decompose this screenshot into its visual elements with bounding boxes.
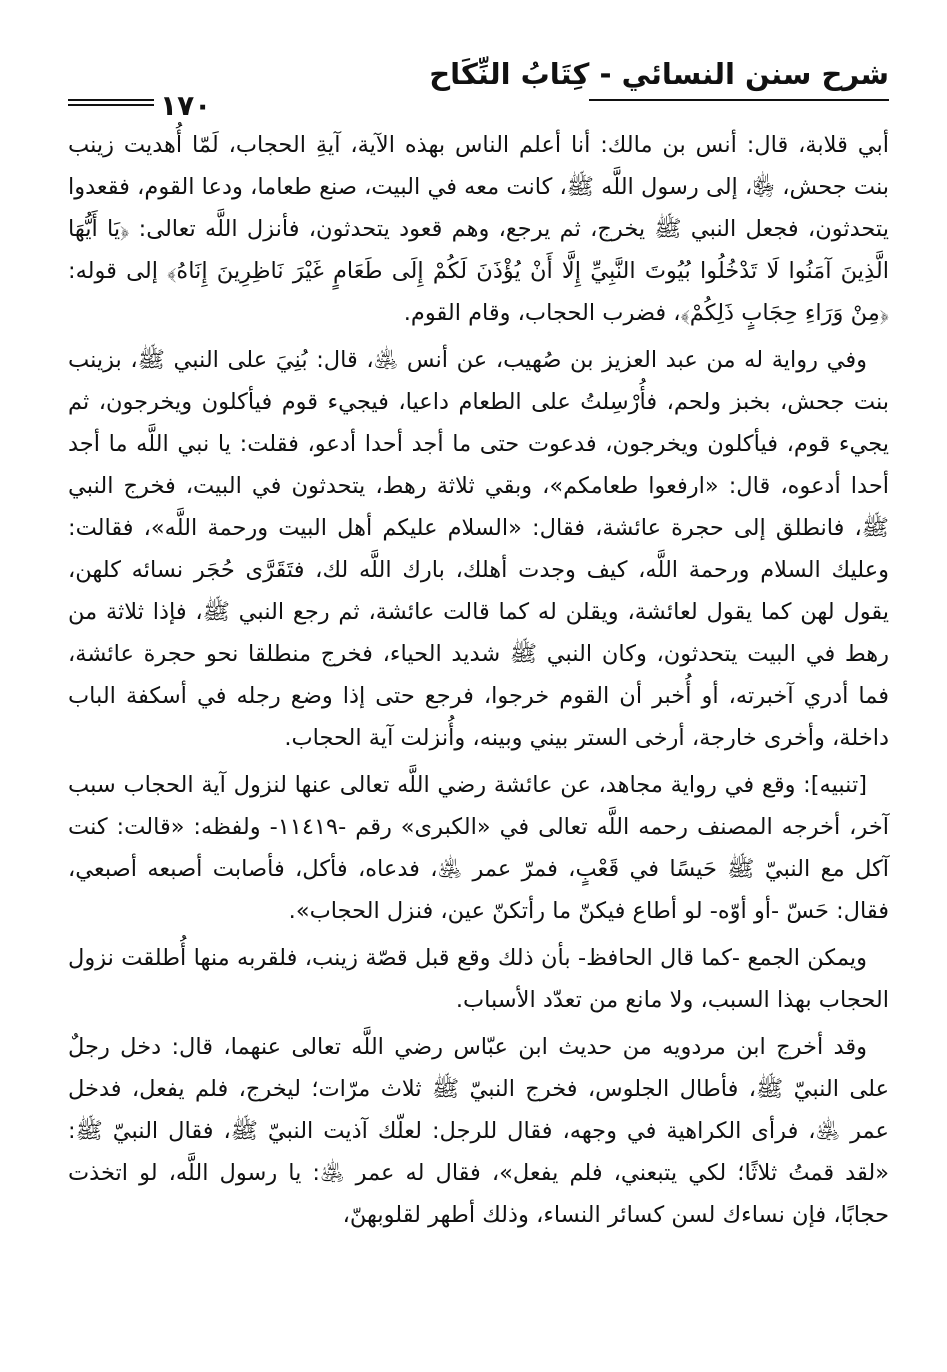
paragraph-5: وقد أخرج ابن مردويه من حديث ابن عبّاس رضي اللَّه تعالى عنهما، قال: دخل رجلٌ على النبيّ ﷺ، فأطال الجلوس، فخرج النبيّ ﷺ ثلاث مرّات؛ ليخرج، فلم يفعل، فدخل عمر ﵁، فرأى الكراهية في وجهه، فقال للرجل: لعلّك آذيت النبيّ ﷺ، فقال النبيّ ﷺ: «لقد قمتُ ثلاثًا؛ لكي يتبعني، فلم يفعل»، فقال له عمر ﵁: يا رسول اللَّه، لو اتخذت حجابًا، فإن نساءك لسن كسائر النساء، وذلك أطهر لقلوبهنّ، (68, 1034, 889, 1228)
paragraph-4: ويمكن الجمع -كما قال الحافظ- بأن ذلك وقع قبل قصّة زينب، فلقربه منها أُطلقت نزول الحجاب بهذا السبب، ولا مانع من تعدّد الأسباب. (68, 945, 889, 1013)
rule-line-2 (68, 104, 154, 106)
rule-line-1 (68, 99, 154, 101)
running-title: شرح سنن النسائي - كِتَابُ النِّكَاح (429, 57, 889, 91)
page-header (68, 52, 889, 122)
page-number-rule (68, 99, 154, 111)
paragraph-3-note: [تنبيه]: وقع في رواية مجاهد، عن عائشة رضي اللَّه تعالى عنها لنزول آية الحجاب سبب آخر، أخرجه المصنف رحمه اللَّه تعالى في «الكبرى» رقم -١١٤١٩- ولفظه: «قالت: كنت آكل مع النبيّ ﷺ حَيسًا في قَعْبٍ، فمرّ عمر ﵁، فدعاه، فأكل، فأصابت أصبعه أصبعي، فقال: حَسّ -أو أوّه- لو أطاع فيكنّ ما رأتكنّ عين، فنزل الحجاب». (68, 772, 890, 924)
page-body (68, 124, 889, 1241)
paragraph-2: وفي رواية له من عبد العزيز بن صُهيب، عن أنس ﵁، قال: بُنِيَ على النبي ﷺ، بزينب بنت جحش، بخبز ولحم، فأُرْسِلتُ على الطعام داعيا، فيجيء قوم فيأكلون ويخرجون، ثم يجيء قوم، فيأكلون ويخرجون، فدعوت حتى ما أجد أحدا أدعو، فقلت: يا نبي اللَّه ما أجد أحدا أدعوه، قال: «ارفعوا طعامكم»، وبقي ثلاثة رهط، يتحدثون في البيت، فخرج النبي ﷺ، فانطلق إلى حجرة عائشة، فقال: «السلام عليكم أهل البيت ورحمة اللَّه»، فقالت: وعليك السلام ورحمة اللَّه، كيف وجدت أهلك، بارك اللَّه لك، فتَقَرَّى حُجَر نسائه كلهن، يقول لهن كما يقول لعائشة، ويقلن له كما قالت عائشة، ثم رجع النبي ﷺ، فإذا ثلاثة من رهط في البيت يتحدثون، وكان النبي ﷺ شديد الحياء، فخرج منطلقا نحو حجرة عائشة، فما أدري آخبرته، أو أُخبر أن القوم خرجوا، فرجع حتى إذا وضع رجله في أسكفة الباب داخلة، وأخرى خارجة، أرخى الستر بيني وبينه، وأُنزلت آية الحجاب. (68, 347, 889, 751)
paragraph-1: أبي قلابة، قال: أنس بن مالك: أنا أعلم الناس بهذه الآية، آيةِ الحجاب، لَمّا أُهديت زينب بنت جحش، ﵂، إلى رسول اللَّه ﷺ، كانت معه في البيت، صنع طعاما، ودعا القوم، فقعدوا يتحدثون، فجعل النبي ﷺ يخرج، ثم يرجع، وهم قعود يتحدثون، فأنزل اللَّه تعالى: ﴿يَا أَيُّهَا الَّذِينَ آمَنُوا لَا تَدْخُلُوا بُيُوتَ النَّبِيِّ إِلَّا أَنْ يُؤْذَنَ لَكُمْ إِلَى طَعَامٍ غَيْرَ نَاظِرِينَ إِنَاهُ﴾ إلى قوله: ﴿مِنْ وَرَاءِ حِجَابٍ ذَلِكُمْ﴾، فضرب الحجاب، وقام القوم. (68, 132, 889, 326)
page (68, 52, 889, 1332)
page-number: ١٧٠ (160, 89, 212, 122)
header-rule (589, 99, 889, 101)
